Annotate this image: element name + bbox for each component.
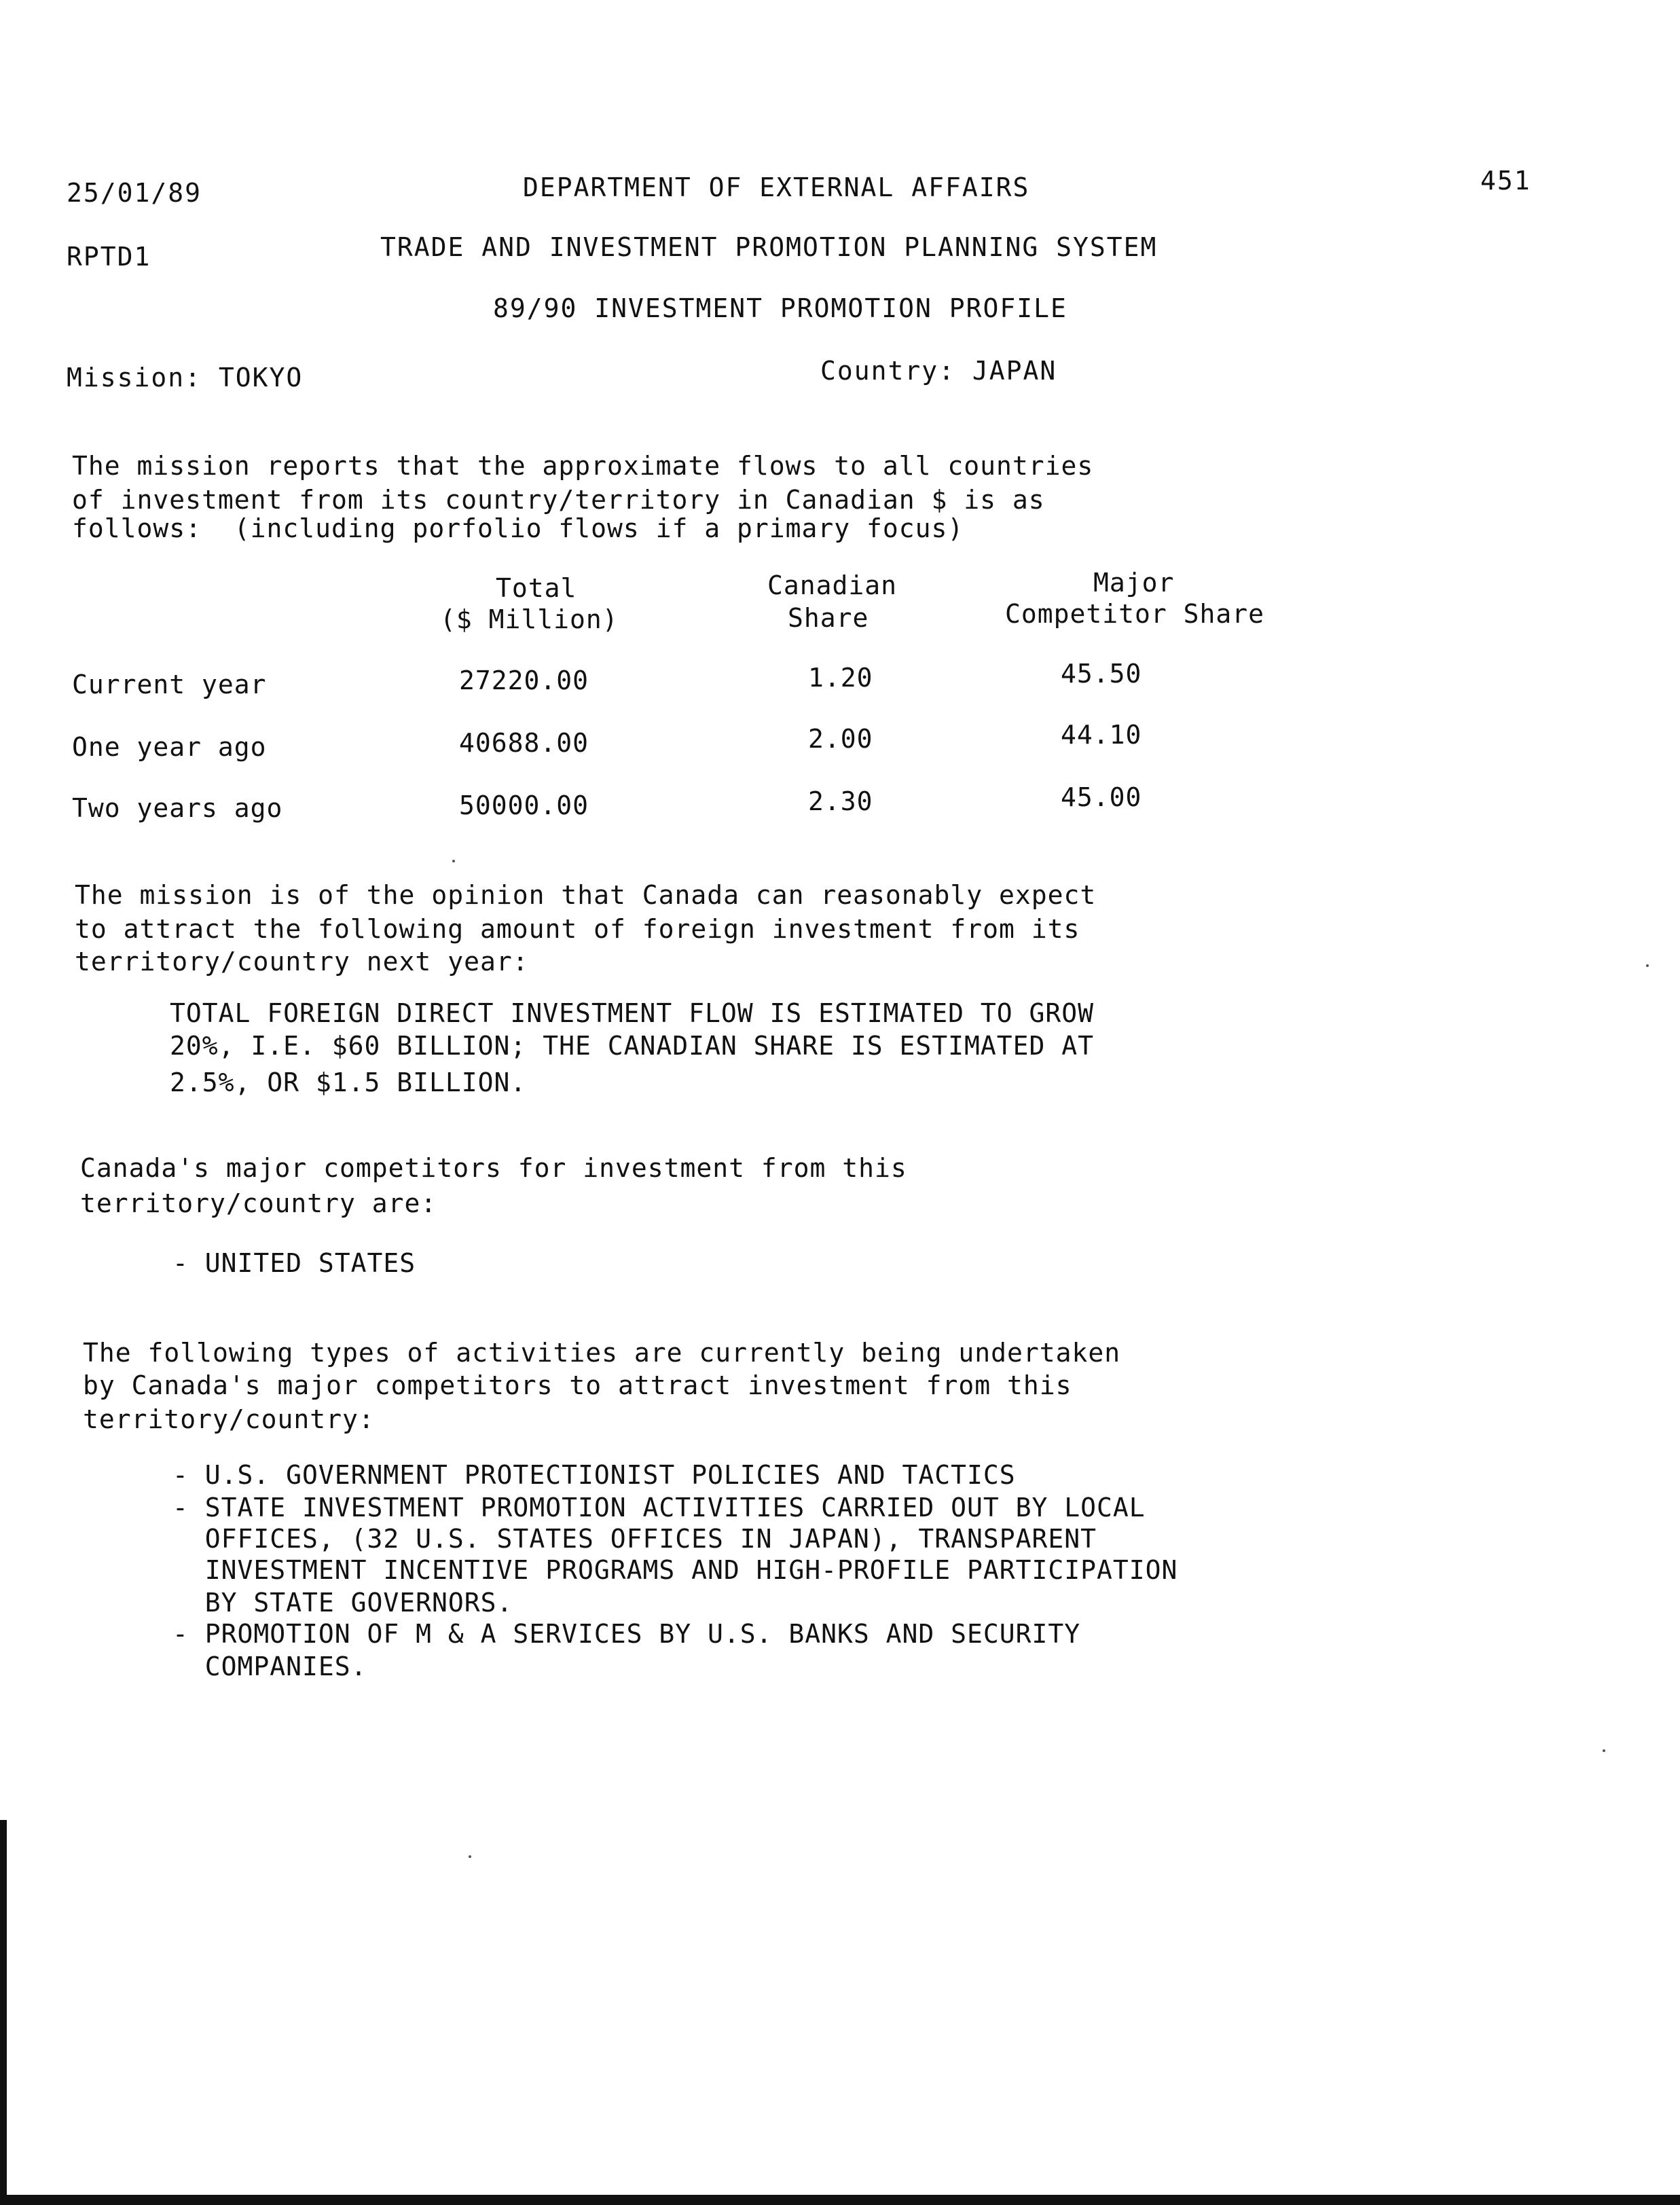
report-code: RPTD1 [67,242,151,272]
scan-speck [452,860,455,862]
intro-line-2: of investment from its country/territory in Canadian $ is as [72,485,1045,515]
intro-line-1: The mission reports that the approximate flows to all countries [72,451,1094,481]
opinion-line-2: to attract the following amount of foreign investment from its [75,914,1080,944]
activities-line-3: territory/country: [83,1404,375,1434]
col-header-major-2: Competitor Share [1005,599,1265,629]
row-canadian-share: 2.30 [808,786,873,816]
competitors-line-2: territory/country are: [80,1188,437,1218]
scan-border-bottom [0,2195,1680,2205]
scan-speck [469,1855,471,1858]
activity-bullet-2-line-3: INVESTMENT INCENTIVE PROGRAMS AND HIGH-PROFILE PARTICIPATION [172,1555,1178,1585]
col-header-canadian-2: Share [788,603,869,633]
col-header-total-2: ($ Million) [440,604,619,634]
opinion-line-1: The mission is of the opinion that Canada can reasonably expect [75,880,1097,910]
report-date: 25/01/89 [67,178,202,208]
row-major-share: 44.10 [1061,720,1142,750]
activities-line-1: The following types of activities are currently being undertaken [83,1338,1121,1368]
activity-bullet-3-line-1: - PROMOTION OF M & A SERVICES BY U.S. BANKS AND SECURITY [172,1619,1081,1649]
row-total: 50000.00 [459,790,589,820]
activity-bullet-1: - U.S. GOVERNMENT PROTECTIONIST POLICIES AND TACTICS [172,1460,1016,1490]
row-label: Current year [72,670,267,699]
row-label: Two years ago [72,793,283,823]
scan-border-left [0,1820,7,2205]
page-number: 451 [1480,166,1531,196]
estimate-line-3: 2.5%, OR $1.5 BILLION. [170,1068,527,1097]
activity-bullet-2-line-1: - STATE INVESTMENT PROMOTION ACTIVITIES CARRIED OUT BY LOCAL [172,1493,1146,1523]
row-major-share: 45.50 [1061,659,1142,689]
row-label: One year ago [72,732,267,762]
row-canadian-share: 1.20 [808,663,873,693]
opinion-line-3: territory/country next year: [75,947,529,977]
activities-line-2: by Canada's major competitors to attract investment from this [83,1370,1072,1400]
system-title: TRADE AND INVESTMENT PROMOTION PLANNING SYSTEM [380,232,1158,262]
department-name: DEPARTMENT OF EXTERNAL AFFAIRS [523,172,1030,202]
estimate-line-2: 20%, I.E. $60 BILLION; THE CANADIAN SHARE IS ESTIMATED AT [170,1031,1095,1061]
row-total: 40688.00 [459,728,589,758]
row-canadian-share: 2.00 [808,724,873,754]
scan-speck [1646,964,1649,967]
col-header-major-1: Major [1093,568,1175,598]
competitors-line-1: Canada's major competitors for investment from this [80,1153,907,1183]
activity-bullet-2-line-2: OFFICES, (32 U.S. STATES OFFICES IN JAPAN), TRANSPARENT [172,1524,1097,1554]
col-header-canadian-1: Canadian [767,570,898,600]
competitor-item: - UNITED STATES [172,1248,416,1278]
row-major-share: 45.00 [1061,782,1142,812]
activity-bullet-2-line-4: BY STATE GOVERNORS. [172,1588,513,1618]
intro-line-3: follows: (including porfolio flows if a primary focus) [72,513,964,543]
col-header-total-1: Total [496,573,577,603]
country-label: Country: JAPAN [820,356,1057,386]
estimate-line-1: TOTAL FOREIGN DIRECT INVESTMENT FLOW IS ESTIMATED TO GROW [170,998,1095,1028]
profile-title: 89/90 INVESTMENT PROMOTION PROFILE [493,293,1067,323]
activity-bullet-3-line-2: COMPANIES. [172,1652,367,1681]
scan-speck [1603,1749,1605,1752]
row-total: 27220.00 [459,666,589,695]
mission-label: Mission: TOKYO [67,363,304,393]
